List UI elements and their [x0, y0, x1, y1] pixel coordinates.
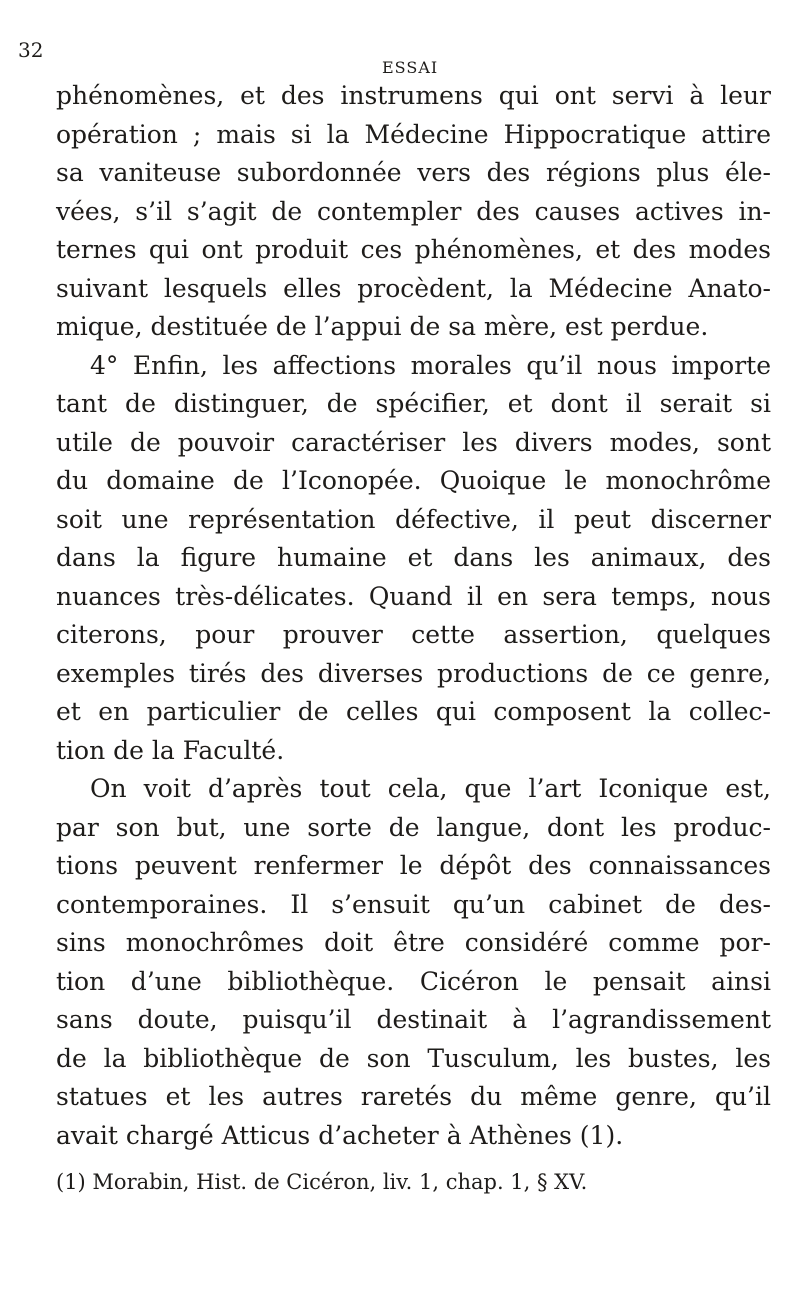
text-line: tion de la Faculté. — [56, 735, 285, 765]
text-line: sins monochrômes doit être considéré comme por- — [56, 928, 771, 957]
text-line: On voit d’après tout cela, que l’art Iconique est, — [90, 774, 771, 803]
text-line: 4° Enfin, les affections morales qu’il nous importe — [90, 350, 771, 380]
footnote: (1) Morabin, Hist. de Cicéron, liv. 1, chap. 1, § XV. — [56, 1170, 588, 1194]
text-line: opération ; mais si la Médecine Hippocratique attire — [56, 119, 771, 149]
text-line: sans doute, puisqu’il destinait à l’agrandissement — [56, 1005, 771, 1034]
text-line: par son but, une sorte de langue, dont les produc- — [56, 812, 771, 842]
text-line: mique, destituée de l’appui de sa mère, est perdue. — [56, 312, 709, 341]
running-head: ESSAI — [382, 58, 439, 77]
text-line: exemples tirés des diverses productions de ce genre, — [56, 658, 771, 688]
text-line: du domaine de l’Iconopée. Quoique le monochrôme — [56, 466, 771, 495]
text-line: avait chargé Atticus d’acheter à Athènes (1). — [56, 1120, 624, 1150]
text-line: tions peuvent renfermer le dépôt des connaissances — [56, 851, 771, 880]
page-number: 32 — [18, 38, 44, 62]
text-line: suivant lesquels elles procèdent, la Médecine Anato- — [56, 273, 771, 303]
text-line: contemporaines. Il s’ensuit qu’un cabinet de des- — [56, 889, 771, 919]
text-line: tion d’une bibliothèque. Cicéron le pensait ainsi — [56, 966, 771, 996]
text-line: et en particulier de celles qui composent la collec- — [56, 697, 771, 726]
text-line: tant de distinguer, de spécifier, et dont il serait si — [56, 389, 771, 418]
text-line: statues et les autres raretés du même genre, qu’il — [56, 1082, 771, 1111]
body-text — [56, 77, 771, 1155]
text-line: vées, s’il s’agit de contempler des causes actives in- — [56, 196, 771, 226]
text-line: ternes qui ont produit ces phénomènes, et des modes — [56, 235, 771, 264]
text-line: utile de pouvoir caractériser les divers modes, sont — [56, 427, 771, 457]
text-line: citerons, pour prouver cette assertion, quelques — [56, 620, 771, 649]
text-line: soit une représentation défective, il peut discerner — [56, 504, 771, 534]
text-line: nuances très-délicates. Quand il en sera temps, nous — [56, 581, 771, 611]
text-line: sa vaniteuse subordonnée vers des régions plus éle- — [56, 158, 771, 187]
text-line: phénomènes, et des instrumens qui ont servi à leur — [56, 81, 771, 110]
text-line: dans la figure humaine et dans les animaux, des — [56, 543, 771, 572]
text-line: de la bibliothèque de son Tusculum, les bustes, les — [56, 1043, 771, 1073]
